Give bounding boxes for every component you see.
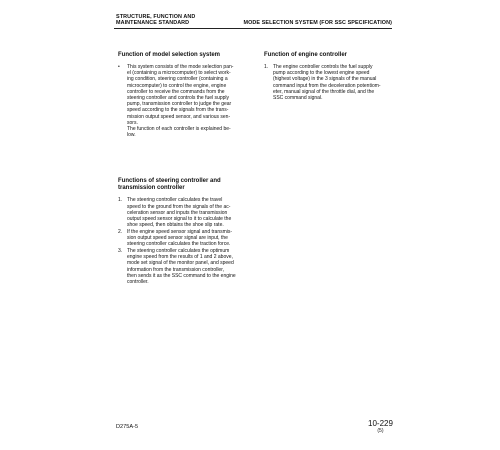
list-item-text: The engine controller controls the fuel supply pump according to the lowest engine speed (highest voltage) in the 3 signals of the manual command input from the deceleration potentiom- eter, manual signal of the throttle dial, and the SSC command signal.: [273, 64, 381, 102]
bullet-marker: •: [118, 64, 120, 70]
list-item: [118, 197, 246, 228]
header-title-line2: MAINTENANCE STANDARD: [116, 20, 190, 27]
list-item: [264, 64, 390, 101]
list-item: [118, 248, 246, 285]
footer-page-number: [368, 419, 393, 434]
header-title-line1: STRUCTURE, FUNCTION AND: [116, 14, 196, 20]
section-title-line1: Functions of steering controller and: [118, 178, 221, 185]
list-item-text: If the engine speed sensor signal and transmis- sion output speed sensor signal are input, the steering controller calculates the traction force.: [127, 228, 233, 248]
list-item-text: The steering controller calculates the optimum engine speed from the results of 1 and 2 above, mode set signal of the monitor panel, and speed information from the transmission controller, then sends it as the SSC command to the engine controller.: [127, 248, 236, 286]
section-title-engine-controller: Function of engine controller: [264, 52, 347, 58]
section-title-steering-transmission: [118, 178, 246, 192]
right-column: [264, 52, 390, 102]
list-number: 1.: [264, 64, 269, 70]
list-number: 1.: [118, 197, 123, 204]
header-section-title: [116, 14, 195, 27]
section-title-model-selection: Function of model selection system: [118, 52, 221, 58]
header-divider: [114, 28, 392, 29]
header-chapter-title: MODE SELECTION SYSTEM (FOR SSC SPECIFICATION): [243, 20, 392, 26]
list-item-text: The steering controller calculates the travel speed to the ground from the signals of the ac- celeration sensor and inputs the transmission output speed sensor signal to it to calculate the shoe speed, then obtains the shoe slip rate.: [127, 197, 232, 229]
list-item: [118, 229, 246, 248]
revision-number: (5): [377, 428, 384, 434]
list-item: [118, 64, 246, 138]
list-item-text: This system consists of the mode selection pan- el (containing a microcomputer) to select work- ing condition, steering controller (containing a microcomputer) to control the engine, engine controller to receive the commands from the steering controller and controls the fuel supply pump, transmission controller to judge the gear speed according to the signals from the trans- mission output speed sensor, and various sen- sors. The function of each controller is explained be- low.: [127, 64, 234, 139]
list-number: 3.: [118, 248, 123, 255]
list-number: 2.: [118, 228, 123, 235]
left-column: [118, 52, 246, 286]
section-title-line2: transmission controller: [118, 185, 185, 192]
footer-model: D275A-5: [116, 424, 139, 430]
page-number: 10-229: [368, 419, 393, 428]
